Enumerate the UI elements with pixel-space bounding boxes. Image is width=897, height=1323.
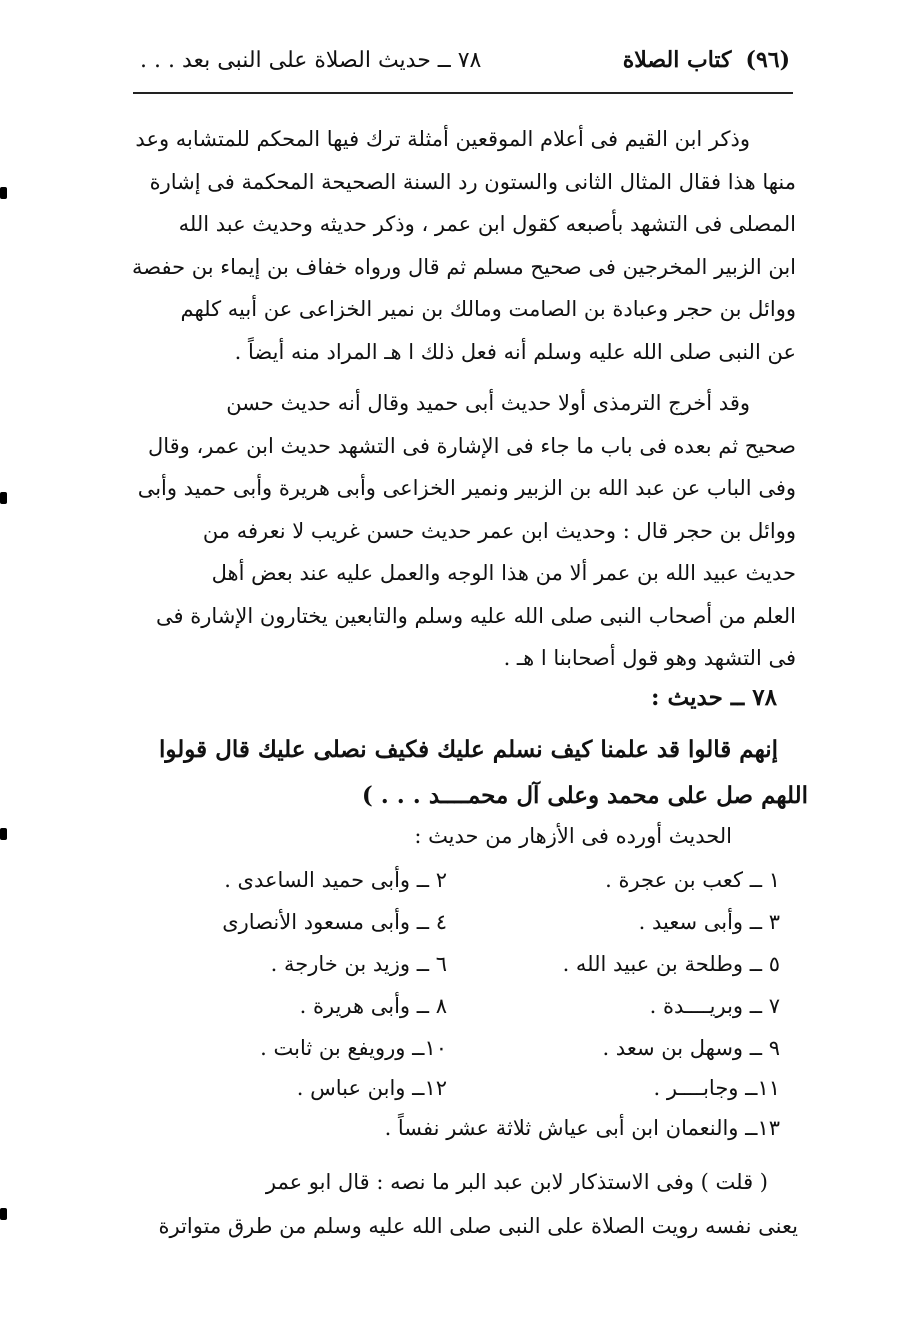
narrator-entry: ١ ــ كعب بن عجرة . [605,868,780,892]
text-line: وقد أخرج الترمذى أولا حديث أبى حميد وقال أنه حديث حسن [226,391,750,415]
narrator-entry: ٢ ــ وأبى حميد الساعدى . [224,868,447,892]
paragraph-1 [128,118,796,373]
narrator-entry: ٤ ــ وأبى مسعود الأنصارى [222,910,447,934]
narrators-intro: الحديث أورده فى الأزهار من حديث : [414,824,732,848]
text-line: وفى الباب عن عبد الله بن الزبير ونمير الخزاعى وأبى هريرة وأبى حميد وأبى [137,476,796,500]
margin-mark [0,492,7,504]
text-line: منها هذا فقال المثال الثانى والستون رد السنة الصحيحة المحكمة فى إشارة [149,169,796,194]
text-line: حديث عبيد الله بن عمر ألا من هذا الوجه والعمل عليه عند بعض أهل [211,561,796,585]
text-line: ووائل بن حجر وعبادة بن الصامت ومالك بن نمير الخزاعى عن أبيه كلهم [180,297,796,321]
text-line: فى التشهد وهو قول أصحابنا ا هـ . [503,646,796,670]
narrator-row [190,994,780,1030]
paragraph-3 [130,1160,798,1248]
narrator-row [190,1116,780,1152]
narrator-entry: ٩ ــ وسهل بن سعد . [602,1036,780,1060]
hadith-line: اللهم صل على محمد وعلى آل محمــــد . . . ) [361,782,808,809]
narrator-entry: ١٢ــ وابن عباس . [296,1076,447,1100]
text-line: المصلى فى التشهد بأصبعه كقول ابن عمر ، وذكر حديثه وحديث عبد الله [178,212,796,236]
narrator-row [190,1036,780,1072]
narrator-entry: ١٠ــ ورويفع بن ثابت . [260,1036,447,1060]
narrator-entry: ٧ ــ وبريــــدة . [649,994,780,1018]
margin-mark [0,1208,7,1220]
narrator-entry: ٥ ــ وطلحة بن عبيد الله . [562,952,780,976]
paragraph-2 [128,382,796,680]
narrator-entry: ٦ ــ وزيد بن خارجة . [270,952,447,976]
header-rule [133,92,793,94]
text-line: العلم من أصحاب النبى صلى الله عليه وسلم والتابعين يختارون الإشارة فى [156,603,796,628]
text-line: وذكر ابن القيم فى أعلام الموقعين أمثلة ترك فيها المحكم للمتشابه وعد [135,127,750,151]
narrator-entry: ١٣ــ والنعمان ابن أبى عياش ثلاثة عشر نفساً . [384,1116,780,1140]
hadith-heading: ٧٨ ــ حديث : [651,684,777,711]
text-line: صحيح ثم بعده فى باب ما جاء فى الإشارة فى التشهد حديث ابن عمر، وقال [147,433,796,458]
hadith-line: إنهم قالوا قد علمنا كيف نسلم عليك فكيف نصلى عليك قال قولوا [158,736,778,763]
text-line: عن النبى صلى الله عليه وسلم أنه فعل ذلك ا هـ المراد منه أيضاً . [234,339,796,364]
text-line: يعنى نفسه رويت الصلاة على النبى صلى الله عليه وسلم من طرق متواترة [158,1214,798,1238]
text-line: ( قلت ) وفى الاستذكار لابن عبد البر ما نصه : قال ابو عمر [265,1170,768,1194]
narrator-row [190,952,780,988]
page-number: (٩٦) [745,47,790,73]
section-title: ٧٨ ــ حديث الصلاة على النبى بعد . . . [140,47,482,73]
narrator-row [190,868,780,904]
narrator-entry: ١١ــ وجابــــر . [653,1076,780,1100]
hadith-text [118,727,808,819]
header-right [623,47,790,73]
text-line: ووائل بن حجر قال : وحديث ابن عمر حديث حسن غريب لا نعرفه من [202,518,796,543]
book-title: كتاب الصلاة [622,47,732,73]
page-header [140,40,790,80]
text-line: ابن الزبير المخرجين فى صحيح مسلم ثم قال ورواه خفاف بن إيماء بن حفصة [132,254,796,279]
narrator-entry: ٣ ــ وأبى سعيد . [638,910,780,934]
margin-mark [0,187,7,199]
margin-mark [0,828,7,840]
narrator-row [190,1076,780,1112]
narrator-row [190,910,780,946]
narrator-entry: ٨ ــ وأبى هريرة . [299,994,447,1018]
